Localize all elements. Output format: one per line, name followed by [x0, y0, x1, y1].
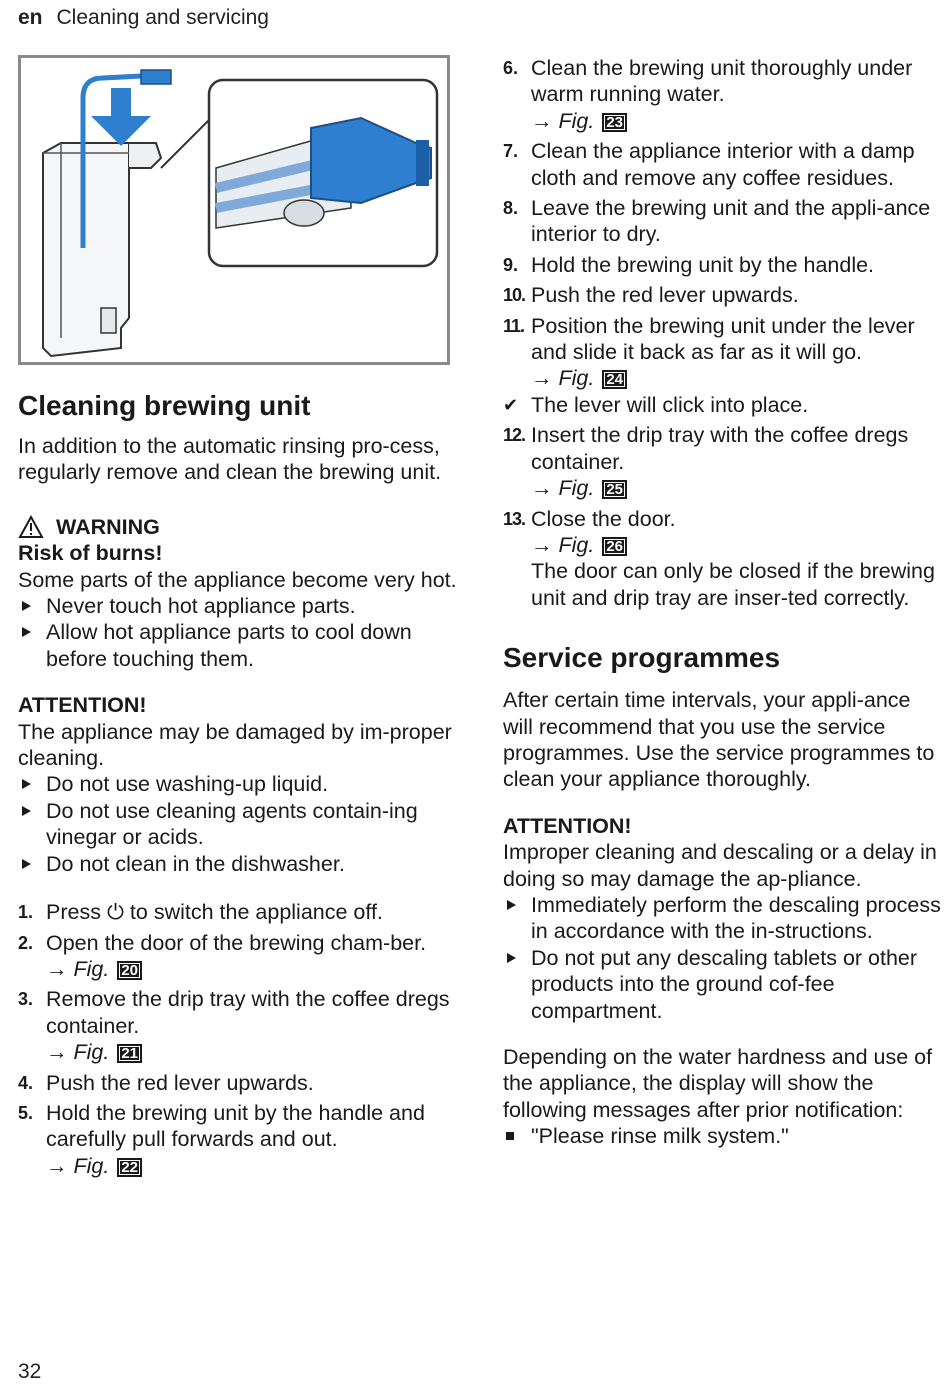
- figure-number: 26: [602, 537, 627, 556]
- warning-triangle-icon: [18, 515, 44, 539]
- figure-reference: [46, 956, 458, 982]
- depending-paragraph: Depending on the water hardness and use of the appliance, the display will show the following messages after prior notification:: [503, 1045, 933, 1122]
- step-text: Open the door of the brewing cham-ber.: [46, 930, 427, 955]
- steps-list-right: [503, 55, 943, 611]
- step-text: Insert the drip tray with the coffee dregs container.: [531, 423, 909, 474]
- step-number: 4.: [18, 1072, 34, 1093]
- step-number: 8.: [503, 198, 519, 219]
- list-item: Allow hot appliance parts to cool down before touching them.: [18, 619, 458, 672]
- figure-label: Fig.: [558, 366, 595, 391]
- list-item: Do not use cleaning agents contain-ing vinegar or acids.: [18, 798, 458, 851]
- step: [503, 138, 943, 191]
- step-number: 1.: [18, 902, 34, 923]
- arrow-right-icon: →: [531, 366, 553, 391]
- attention-text: The appliance may be damaged by im-proper cleaning.: [18, 719, 452, 771]
- figure-reference: [531, 108, 943, 134]
- step-number: 13.: [503, 508, 526, 529]
- step-text: Clean the brewing unit thoroughly under warm running water.: [531, 56, 913, 107]
- milk-container-illustration: [18, 55, 450, 365]
- step-text: Press: [46, 900, 107, 925]
- step-number: 10.: [503, 285, 526, 306]
- power-icon: ⏻: [106, 900, 124, 925]
- step: [503, 506, 943, 612]
- step: [503, 313, 943, 392]
- figure-reference: [531, 532, 943, 558]
- right-column: [503, 55, 943, 1150]
- figure-number: 20: [117, 961, 142, 980]
- warning-title: Risk of burns!: [18, 541, 163, 566]
- step-note: The door can only be closed if the brewing unit and drip tray are inser-ted correctly.: [531, 559, 935, 610]
- warning-label: WARNING: [56, 514, 160, 539]
- arrow-right-icon: →: [531, 108, 553, 133]
- step-text: Hold the brewing unit by the handle and carefully pull forwards and out.: [46, 1100, 425, 1152]
- figure-label: Fig.: [73, 1153, 110, 1178]
- warning-block: [18, 514, 458, 672]
- figure-reference: [46, 1039, 458, 1065]
- figure-number: 22: [117, 1158, 142, 1177]
- step: [18, 899, 458, 925]
- attention-label: ATTENTION!: [503, 813, 632, 838]
- attention-block: [18, 692, 458, 877]
- figure-reference: [531, 365, 943, 391]
- step: [503, 195, 943, 248]
- figure-label: Fig.: [558, 108, 595, 133]
- list-item: "Please rinse milk system.": [503, 1123, 943, 1149]
- step: [18, 986, 458, 1065]
- step-number: 11.: [503, 315, 525, 336]
- step: [18, 1100, 458, 1179]
- step: [503, 55, 943, 134]
- step-number: 3.: [18, 989, 34, 1010]
- step-text: Remove the drip tray with the coffee dregs container.: [46, 987, 450, 1038]
- page-number: 32: [18, 1360, 42, 1383]
- step-number: 5.: [18, 1102, 34, 1123]
- figure-number: 23: [602, 113, 627, 132]
- section-heading-service-programmes: Service programmes: [503, 642, 781, 674]
- list-item: Do not use washing-up liquid.: [18, 771, 458, 797]
- step: [18, 1070, 458, 1096]
- figure-label: Fig.: [73, 1040, 110, 1065]
- page-header: [18, 6, 269, 30]
- step-text: Hold the brewing unit by the handle.: [531, 252, 875, 277]
- attention-label: ATTENTION!: [18, 693, 147, 718]
- step-number: 9.: [503, 254, 519, 275]
- language-code: en: [18, 6, 43, 29]
- step-text: Position the brewing unit under the lever and slide it back as far as it will go.: [531, 313, 915, 365]
- section-heading-brewing-unit: Cleaning brewing unit: [18, 390, 311, 421]
- list-item: Never touch hot appliance parts.: [18, 593, 458, 619]
- step-text: Leave the brewing unit and the appli-ance interior to dry.: [531, 196, 931, 247]
- step: [18, 930, 458, 983]
- step-text: Push the red lever upwards.: [46, 1070, 314, 1095]
- figure-number: 24: [602, 370, 627, 389]
- list-item: Do not clean in the dishwasher.: [18, 851, 458, 877]
- step: [503, 252, 943, 278]
- arrow-right-icon: →: [531, 532, 553, 557]
- step-number: 2.: [18, 932, 34, 953]
- figure-reference: [46, 1153, 458, 1179]
- step-number: 12.: [503, 425, 526, 446]
- arrow-right-icon: →: [46, 1040, 68, 1065]
- step-number: 7.: [503, 141, 519, 162]
- service-intro: After certain time intervals, your appli-ance will recommend that you use the service programmes. Use the service programmes to clean your appliance thoroughly.: [503, 688, 935, 792]
- steps-list-left: [18, 899, 458, 1179]
- figure-reference: [531, 475, 943, 501]
- figure-number: 21: [117, 1044, 142, 1063]
- figure-label: Fig.: [558, 476, 595, 501]
- attention-block-service: [503, 813, 943, 1024]
- warning-heading: [18, 514, 458, 540]
- list-item: Do not put any descaling tablets or other products into the ground cof-fee compartment.: [503, 945, 943, 1024]
- section-title: Cleaning and servicing: [56, 6, 269, 29]
- step-text: to switch the appliance off.: [123, 900, 383, 925]
- step-text: Clean the appliance interior with a damp cloth and remove any coffee residues.: [531, 139, 915, 190]
- left-column: [18, 55, 458, 1179]
- step-number: 6.: [503, 58, 519, 78]
- warning-text: Some parts of the appliance become very hot.: [18, 567, 457, 592]
- figure-number: 25: [602, 480, 627, 499]
- arrow-right-icon: →: [46, 956, 68, 981]
- arrow-right-icon: →: [46, 1153, 68, 1178]
- attention-text: Improper cleaning and descaling or a delay in doing so may damage the ap-pliance.: [503, 840, 937, 891]
- step-result: [503, 392, 943, 418]
- step: [503, 422, 943, 501]
- step-text: Push the red lever upwards.: [531, 283, 799, 308]
- arrow-right-icon: →: [531, 476, 553, 501]
- checkmark-icon: ✔: [503, 394, 519, 415]
- figure-label: Fig.: [73, 956, 110, 981]
- intro-paragraph: In addition to the automatic rinsing pro-cess, regularly remove and clean the brewing unit.: [18, 434, 442, 485]
- figure-label: Fig.: [558, 532, 595, 557]
- result-text: The lever will click into place.: [531, 392, 809, 417]
- list-item: Immediately perform the descaling process in accordance with the in-structions.: [503, 892, 943, 945]
- step: [503, 282, 943, 308]
- step-text: Close the door.: [531, 506, 676, 531]
